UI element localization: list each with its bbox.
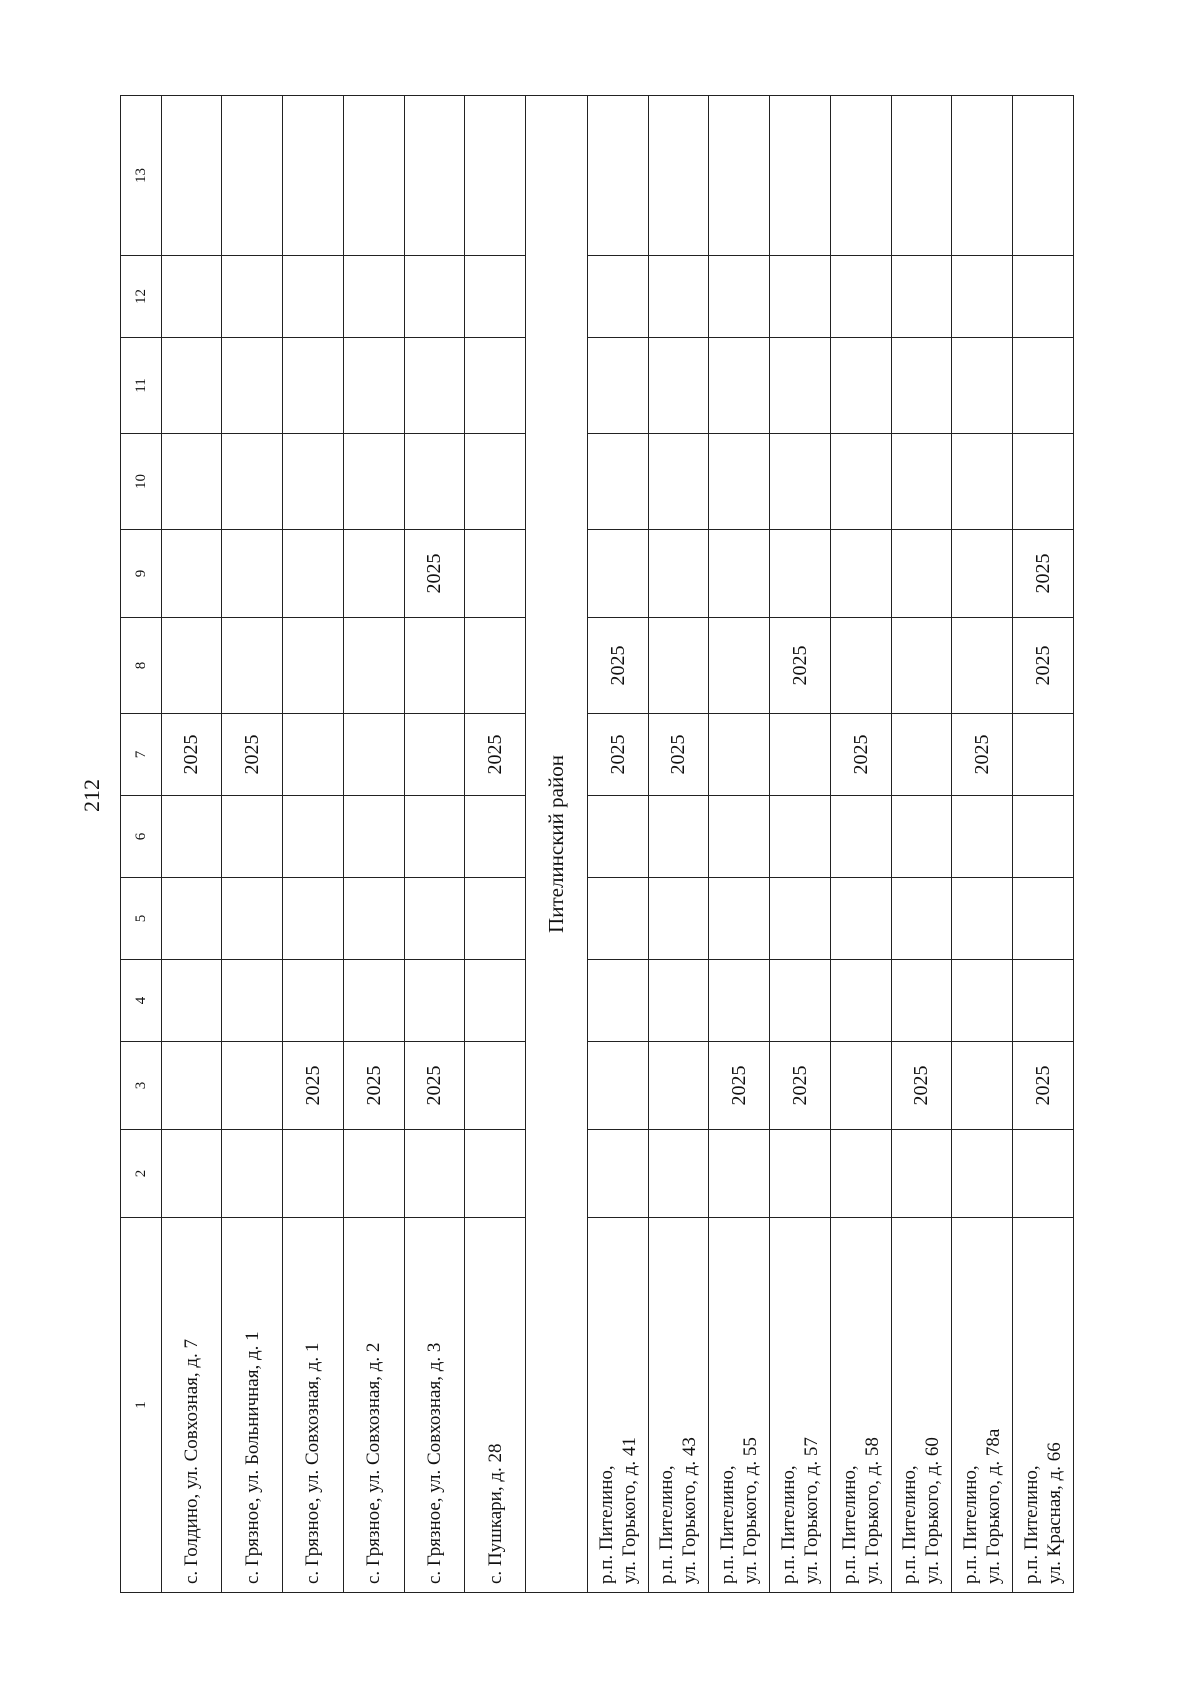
- table-row: [465, 96, 526, 1593]
- year-cell-col-10: [404, 434, 465, 530]
- rotated-table-sheet: [120, 96, 1074, 1593]
- address-cell: [404, 1218, 465, 1593]
- year-cell-col-7: [283, 714, 344, 796]
- year-cell-col-5: [1013, 878, 1074, 960]
- year-cell-col-12: [404, 256, 465, 338]
- year-cell-col-3: [465, 1042, 526, 1130]
- column-number-3: 3: [121, 1042, 162, 1130]
- year-cell-col-3: [830, 1042, 891, 1130]
- address-cell: [222, 1218, 283, 1593]
- year-cell-col-7: 2025: [952, 714, 1013, 796]
- address-line: ул. Горького, д. 43: [679, 1437, 701, 1584]
- year-cell-col-10: [830, 434, 891, 530]
- year-cell-col-6: [709, 796, 770, 878]
- year-cell-col-5: [587, 878, 648, 960]
- year-cell-col-8: [465, 618, 526, 714]
- address-line: ул. Красная, д. 66: [1044, 1442, 1066, 1584]
- year-cell-col-5: [222, 878, 283, 960]
- year-cell-col-4: [587, 960, 648, 1042]
- year-cell-col-8: [343, 618, 404, 714]
- year-cell-col-11: [404, 338, 465, 434]
- year-cell-col-6: [283, 796, 344, 878]
- year-cell-col-13: [770, 96, 831, 256]
- year-cell-col-4: [952, 960, 1013, 1042]
- year-cell-col-8: [283, 618, 344, 714]
- year-cell-col-10: [222, 434, 283, 530]
- year-cell-col-2: [283, 1130, 344, 1218]
- year-cell-col-11: [952, 338, 1013, 434]
- year-cell-col-6: [161, 796, 222, 878]
- column-number-7: 7: [121, 714, 162, 796]
- year-cell-col-3: 2025: [709, 1042, 770, 1130]
- year-cell-col-2: [648, 1130, 709, 1218]
- year-cell-col-8: 2025: [770, 618, 831, 714]
- year-cell-col-9: [830, 530, 891, 618]
- year-cell-col-9: [709, 530, 770, 618]
- year-cell-col-3: [952, 1042, 1013, 1130]
- address-line: р.п. Пителино,: [595, 1465, 617, 1584]
- address-line: с. Грязное, ул. Совхозная, д. 3: [423, 1342, 445, 1584]
- year-cell-col-6: [222, 796, 283, 878]
- column-number-11: 11: [121, 338, 162, 434]
- year-cell-col-3: [587, 1042, 648, 1130]
- year-cell-col-5: [283, 878, 344, 960]
- year-cell-col-5: [161, 878, 222, 960]
- column-number-13: 13: [121, 96, 162, 256]
- year-cell-col-13: [891, 96, 952, 256]
- year-cell-col-3: 2025: [283, 1042, 344, 1130]
- year-cell-col-6: [830, 796, 891, 878]
- year-cell-col-5: [465, 878, 526, 960]
- address-cell: [709, 1218, 770, 1593]
- year-cell-col-12: [891, 256, 952, 338]
- address-line: ул. Горького, д. 78а: [983, 1428, 1005, 1584]
- year-cell-col-4: [709, 960, 770, 1042]
- year-cell-col-8: [709, 618, 770, 714]
- year-cell-col-6: [648, 796, 709, 878]
- year-cell-col-8: [952, 618, 1013, 714]
- year-cell-col-11: [1013, 338, 1074, 434]
- table-row: [404, 96, 465, 1593]
- year-cell-col-4: [404, 960, 465, 1042]
- year-cell-col-13: [709, 96, 770, 256]
- year-cell-col-7: 2025: [161, 714, 222, 796]
- year-cell-col-12: [161, 256, 222, 338]
- column-number-5: 5: [121, 878, 162, 960]
- region-row: [526, 96, 588, 1593]
- address-cell: [465, 1218, 526, 1593]
- address-line: с. Грязное, ул. Совхозная, д. 1: [302, 1342, 324, 1584]
- year-cell-col-9: [891, 530, 952, 618]
- year-cell-col-6: [952, 796, 1013, 878]
- table-row: [222, 96, 283, 1593]
- year-cell-col-3: [161, 1042, 222, 1130]
- year-cell-col-2: [222, 1130, 283, 1218]
- year-cell-col-13: [1013, 96, 1074, 256]
- address-cell: [830, 1218, 891, 1593]
- table-row: [952, 96, 1013, 1593]
- year-cell-col-7: 2025: [830, 714, 891, 796]
- year-cell-col-6: [465, 796, 526, 878]
- year-cell-col-10: [891, 434, 952, 530]
- table-row: [770, 96, 831, 1593]
- year-cell-col-4: [1013, 960, 1074, 1042]
- year-cell-col-12: [587, 256, 648, 338]
- address-cell: [770, 1218, 831, 1593]
- address-cell: [343, 1218, 404, 1593]
- year-cell-col-9: [648, 530, 709, 618]
- year-cell-col-12: [283, 256, 344, 338]
- year-cell-col-9: [343, 530, 404, 618]
- year-cell-col-11: [830, 338, 891, 434]
- year-cell-col-4: [283, 960, 344, 1042]
- year-cell-col-11: [222, 338, 283, 434]
- table-row: [709, 96, 770, 1593]
- year-cell-col-12: [222, 256, 283, 338]
- address-line: с. Грязное, ул. Совхозная, д. 2: [363, 1342, 385, 1584]
- year-cell-col-7: [891, 714, 952, 796]
- year-cell-col-11: [648, 338, 709, 434]
- address-cell: [891, 1218, 952, 1593]
- year-cell-col-9: [587, 530, 648, 618]
- year-cell-col-13: [465, 96, 526, 256]
- year-cell-col-6: [1013, 796, 1074, 878]
- address-line: ул. Горького, д. 55: [740, 1437, 762, 1584]
- column-number-8: 8: [121, 618, 162, 714]
- address-line: р.п. Пителино,: [899, 1465, 921, 1584]
- year-cell-col-5: [891, 878, 952, 960]
- year-cell-col-4: [465, 960, 526, 1042]
- table-row: [587, 96, 648, 1593]
- year-cell-col-5: [952, 878, 1013, 960]
- year-cell-col-5: [709, 878, 770, 960]
- year-cell-col-7: [1013, 714, 1074, 796]
- year-cell-col-6: [343, 796, 404, 878]
- year-cell-col-9: 2025: [404, 530, 465, 618]
- year-cell-col-8: 2025: [1013, 618, 1074, 714]
- year-cell-col-9: [283, 530, 344, 618]
- table-row: [343, 96, 404, 1593]
- year-cell-col-12: [709, 256, 770, 338]
- year-cell-col-3: 2025: [343, 1042, 404, 1130]
- address-line: р.п. Пителино,: [777, 1465, 799, 1584]
- year-cell-col-12: [770, 256, 831, 338]
- year-cell-col-8: [222, 618, 283, 714]
- year-cell-col-7: 2025: [648, 714, 709, 796]
- year-cell-col-2: [830, 1130, 891, 1218]
- address-cell: [283, 1218, 344, 1593]
- year-cell-col-5: [830, 878, 891, 960]
- year-cell-col-6: [587, 796, 648, 878]
- address-line: ул. Горького, д. 60: [922, 1437, 944, 1584]
- column-number-2: 2: [121, 1130, 162, 1218]
- year-cell-col-13: [222, 96, 283, 256]
- year-cell-col-7: 2025: [587, 714, 648, 796]
- year-cell-col-4: [161, 960, 222, 1042]
- year-cell-col-11: [465, 338, 526, 434]
- address-cell: [952, 1218, 1013, 1593]
- address-cell: [161, 1218, 222, 1593]
- table-row: [891, 96, 952, 1593]
- address-line: р.п. Пителино,: [656, 1465, 678, 1584]
- column-number-4: 4: [121, 960, 162, 1042]
- year-cell-col-12: [648, 256, 709, 338]
- year-cell-col-3: [648, 1042, 709, 1130]
- year-cell-col-12: [1013, 256, 1074, 338]
- year-cell-col-3: 2025: [1013, 1042, 1074, 1130]
- year-cell-col-7: [404, 714, 465, 796]
- column-number-6: 6: [121, 796, 162, 878]
- year-cell-col-4: [222, 960, 283, 1042]
- year-cell-col-13: [343, 96, 404, 256]
- year-cell-col-12: [830, 256, 891, 338]
- year-cell-col-13: [648, 96, 709, 256]
- year-cell-col-8: 2025: [587, 618, 648, 714]
- region-title: Пителинский район: [526, 96, 588, 1593]
- year-cell-col-9: [770, 530, 831, 618]
- column-number-10: 10: [121, 434, 162, 530]
- year-cell-col-11: [587, 338, 648, 434]
- year-cell-col-8: [891, 618, 952, 714]
- year-cell-col-4: [648, 960, 709, 1042]
- year-cell-col-7: 2025: [465, 714, 526, 796]
- address-cell: [648, 1218, 709, 1593]
- table-row: [648, 96, 709, 1593]
- address-line: р.п. Пителино,: [1021, 1465, 1043, 1584]
- year-cell-col-8: [161, 618, 222, 714]
- year-cell-col-4: [343, 960, 404, 1042]
- year-cell-col-9: [465, 530, 526, 618]
- table-row: [830, 96, 891, 1593]
- year-cell-col-4: [830, 960, 891, 1042]
- year-cell-col-8: [648, 618, 709, 714]
- year-cell-col-13: [404, 96, 465, 256]
- year-cell-col-11: [283, 338, 344, 434]
- column-number-row: [121, 96, 162, 1593]
- page-number: 212: [79, 779, 104, 812]
- year-cell-col-6: [770, 796, 831, 878]
- year-cell-col-10: [648, 434, 709, 530]
- address-line: с. Пушкари, д. 28: [484, 1443, 506, 1584]
- year-cell-col-2: [465, 1130, 526, 1218]
- address-line: ул. Горького, д. 57: [800, 1437, 822, 1584]
- address-cell: [587, 1218, 648, 1593]
- year-cell-col-8: [830, 618, 891, 714]
- year-cell-col-10: [161, 434, 222, 530]
- year-cell-col-11: [343, 338, 404, 434]
- year-cell-col-5: [770, 878, 831, 960]
- table-row: [161, 96, 222, 1593]
- address-line: ул. Горького, д. 41: [618, 1437, 640, 1584]
- year-cell-col-2: [770, 1130, 831, 1218]
- year-cell-col-5: [648, 878, 709, 960]
- year-cell-col-13: [830, 96, 891, 256]
- address-line: с. Голдино, ул. Совхозная, д. 7: [180, 1338, 202, 1584]
- year-cell-col-8: [404, 618, 465, 714]
- table-row: [1013, 96, 1074, 1593]
- year-cell-col-13: [587, 96, 648, 256]
- year-cell-col-10: [952, 434, 1013, 530]
- year-cell-col-10: [587, 434, 648, 530]
- year-cell-col-10: [709, 434, 770, 530]
- year-cell-col-12: [952, 256, 1013, 338]
- year-cell-col-2: [891, 1130, 952, 1218]
- year-cell-col-11: [891, 338, 952, 434]
- year-cell-col-11: [709, 338, 770, 434]
- year-cell-col-3: [222, 1042, 283, 1130]
- column-number-1: 1: [121, 1218, 162, 1593]
- year-cell-col-13: [283, 96, 344, 256]
- address-line: с. Грязное, ул. Больничная, д. 1: [241, 1331, 263, 1584]
- year-cell-col-10: [283, 434, 344, 530]
- year-cell-col-5: [343, 878, 404, 960]
- year-cell-col-10: [465, 434, 526, 530]
- year-cell-col-7: 2025: [222, 714, 283, 796]
- year-cell-col-12: [343, 256, 404, 338]
- year-cell-col-7: [709, 714, 770, 796]
- year-cell-col-4: [770, 960, 831, 1042]
- year-cell-col-5: [404, 878, 465, 960]
- year-cell-col-2: [1013, 1130, 1074, 1218]
- year-cell-col-2: [343, 1130, 404, 1218]
- year-cell-col-4: [891, 960, 952, 1042]
- year-cell-col-13: [952, 96, 1013, 256]
- year-cell-col-9: [952, 530, 1013, 618]
- repair-schedule-table: [120, 95, 1074, 1593]
- year-cell-col-7: [343, 714, 404, 796]
- year-cell-col-2: [404, 1130, 465, 1218]
- year-cell-col-7: [770, 714, 831, 796]
- year-cell-col-9: 2025: [1013, 530, 1074, 618]
- year-cell-col-13: [161, 96, 222, 256]
- column-number-9: 9: [121, 530, 162, 618]
- year-cell-col-9: [222, 530, 283, 618]
- year-cell-col-10: [770, 434, 831, 530]
- year-cell-col-2: [587, 1130, 648, 1218]
- year-cell-col-3: 2025: [404, 1042, 465, 1130]
- address-line: р.п. Пителино,: [960, 1465, 982, 1584]
- year-cell-col-12: [465, 256, 526, 338]
- address-line: р.п. Пителино,: [717, 1465, 739, 1584]
- address-line: ул. Горького, д. 58: [861, 1437, 883, 1584]
- year-cell-col-10: [343, 434, 404, 530]
- year-cell-col-11: [770, 338, 831, 434]
- year-cell-col-6: [891, 796, 952, 878]
- year-cell-col-2: [709, 1130, 770, 1218]
- year-cell-col-2: [952, 1130, 1013, 1218]
- table-row: [283, 96, 344, 1593]
- year-cell-col-9: [161, 530, 222, 618]
- year-cell-col-3: 2025: [770, 1042, 831, 1130]
- address-cell: [1013, 1218, 1074, 1593]
- address-line: р.п. Пителино,: [838, 1465, 860, 1584]
- year-cell-col-11: [161, 338, 222, 434]
- year-cell-col-2: [161, 1130, 222, 1218]
- year-cell-col-6: [404, 796, 465, 878]
- year-cell-col-3: 2025: [891, 1042, 952, 1130]
- year-cell-col-10: [1013, 434, 1074, 530]
- column-number-12: 12: [121, 256, 162, 338]
